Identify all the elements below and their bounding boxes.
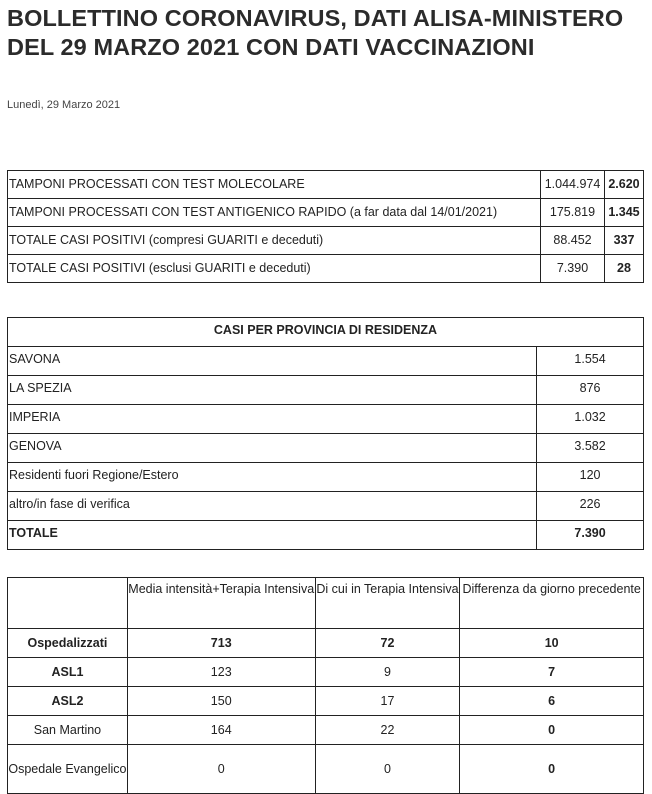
- hospital-terapia: 9: [315, 658, 460, 687]
- table-total-row: [8, 521, 644, 550]
- province-label: SAVONA: [8, 347, 537, 376]
- table-row: [8, 463, 644, 492]
- province-value: 1.554: [537, 347, 644, 376]
- row-total: 7.390: [541, 255, 605, 283]
- row-total: 1.044.974: [541, 171, 605, 199]
- province-table-header: CASI PER PROVINCIA DI RESIDENZA: [8, 318, 644, 347]
- hospital-label: Ospedale Evangelico: [8, 745, 128, 794]
- province-value: 3.582: [537, 434, 644, 463]
- page-title: BOLLETTINO CORONAVIRUS, DATI ALISA-MINISTERO DEL 29 MARZO 2021 CON DATI VACCINAZIONI: [7, 5, 624, 60]
- hospital-diff: 10: [460, 629, 644, 658]
- row-total: 88.452: [541, 227, 605, 255]
- hospital-diff: 0: [460, 716, 644, 745]
- hospital-terapia: 22: [315, 716, 460, 745]
- table-header-row: [8, 578, 644, 629]
- column-header-media: Media intensità+Terapia Intensiva: [127, 578, 315, 629]
- row-delta: 1.345: [604, 199, 643, 227]
- hospital-label: Ospedalizzati: [8, 629, 128, 658]
- hospital-media: 123: [127, 658, 315, 687]
- hospital-terapia: 72: [315, 629, 460, 658]
- hospital-label: ASL1: [8, 658, 128, 687]
- hospital-diff: 7: [460, 658, 644, 687]
- publish-date: Lunedì, 29 Marzo 2021: [7, 99, 121, 111]
- row-label: TOTALE CASI POSITIVI (compresi GUARITI e deceduti): [8, 227, 541, 255]
- row-total: 175.819: [541, 199, 605, 227]
- row-label: TAMPONI PROCESSATI CON TEST ANTIGENICO RAPIDO (a far data dal 14/01/2021): [8, 199, 541, 227]
- table-row: [8, 716, 644, 745]
- table-row: [8, 745, 644, 794]
- table-row: [8, 227, 644, 255]
- table-row: [8, 658, 644, 687]
- table-row: [8, 405, 644, 434]
- table-header-row: [8, 318, 644, 347]
- row-delta: 28: [604, 255, 643, 283]
- province-value: 226: [537, 492, 644, 521]
- column-header-terapia: Di cui in Terapia Intensiva: [315, 578, 460, 629]
- table-row: [8, 376, 644, 405]
- province-label: Residenti fuori Regione/Estero: [8, 463, 537, 492]
- summary-table: [7, 170, 644, 283]
- hospital-table: [7, 577, 644, 794]
- hospital-label: San Martino: [8, 716, 128, 745]
- row-delta: 2.620: [604, 171, 643, 199]
- province-value: 1.032: [537, 405, 644, 434]
- column-header-differenza: Differenza da giorno precedente: [460, 578, 644, 629]
- row-delta: 337: [604, 227, 643, 255]
- row-label: TAMPONI PROCESSATI CON TEST MOLECOLARE: [8, 171, 541, 199]
- hospital-media: 0: [127, 745, 315, 794]
- province-label: IMPERIA: [8, 405, 537, 434]
- table-row: [8, 687, 644, 716]
- hospital-media: 150: [127, 687, 315, 716]
- province-label: altro/in fase di verifica: [8, 492, 537, 521]
- province-table: [7, 317, 644, 550]
- table-row: [8, 492, 644, 521]
- province-value: 876: [537, 376, 644, 405]
- table-row: [8, 255, 644, 283]
- hospital-media: 713: [127, 629, 315, 658]
- province-label: LA SPEZIA: [8, 376, 537, 405]
- column-header-empty: [8, 578, 128, 629]
- hospital-media: 164: [127, 716, 315, 745]
- province-total-value: 7.390: [537, 521, 644, 550]
- hospital-diff: 6: [460, 687, 644, 716]
- row-label: TOTALE CASI POSITIVI (esclusi GUARITI e deceduti): [8, 255, 541, 283]
- table-row: [8, 629, 644, 658]
- hospital-terapia: 0: [315, 745, 460, 794]
- hospital-diff: 0: [460, 745, 644, 794]
- table-row: [8, 171, 644, 199]
- province-total-label: TOTALE: [8, 521, 537, 550]
- table-row: [8, 434, 644, 463]
- table-row: [8, 199, 644, 227]
- hospital-label: ASL2: [8, 687, 128, 716]
- hospital-terapia: 17: [315, 687, 460, 716]
- table-row: [8, 347, 644, 376]
- province-label: GENOVA: [8, 434, 537, 463]
- province-value: 120: [537, 463, 644, 492]
